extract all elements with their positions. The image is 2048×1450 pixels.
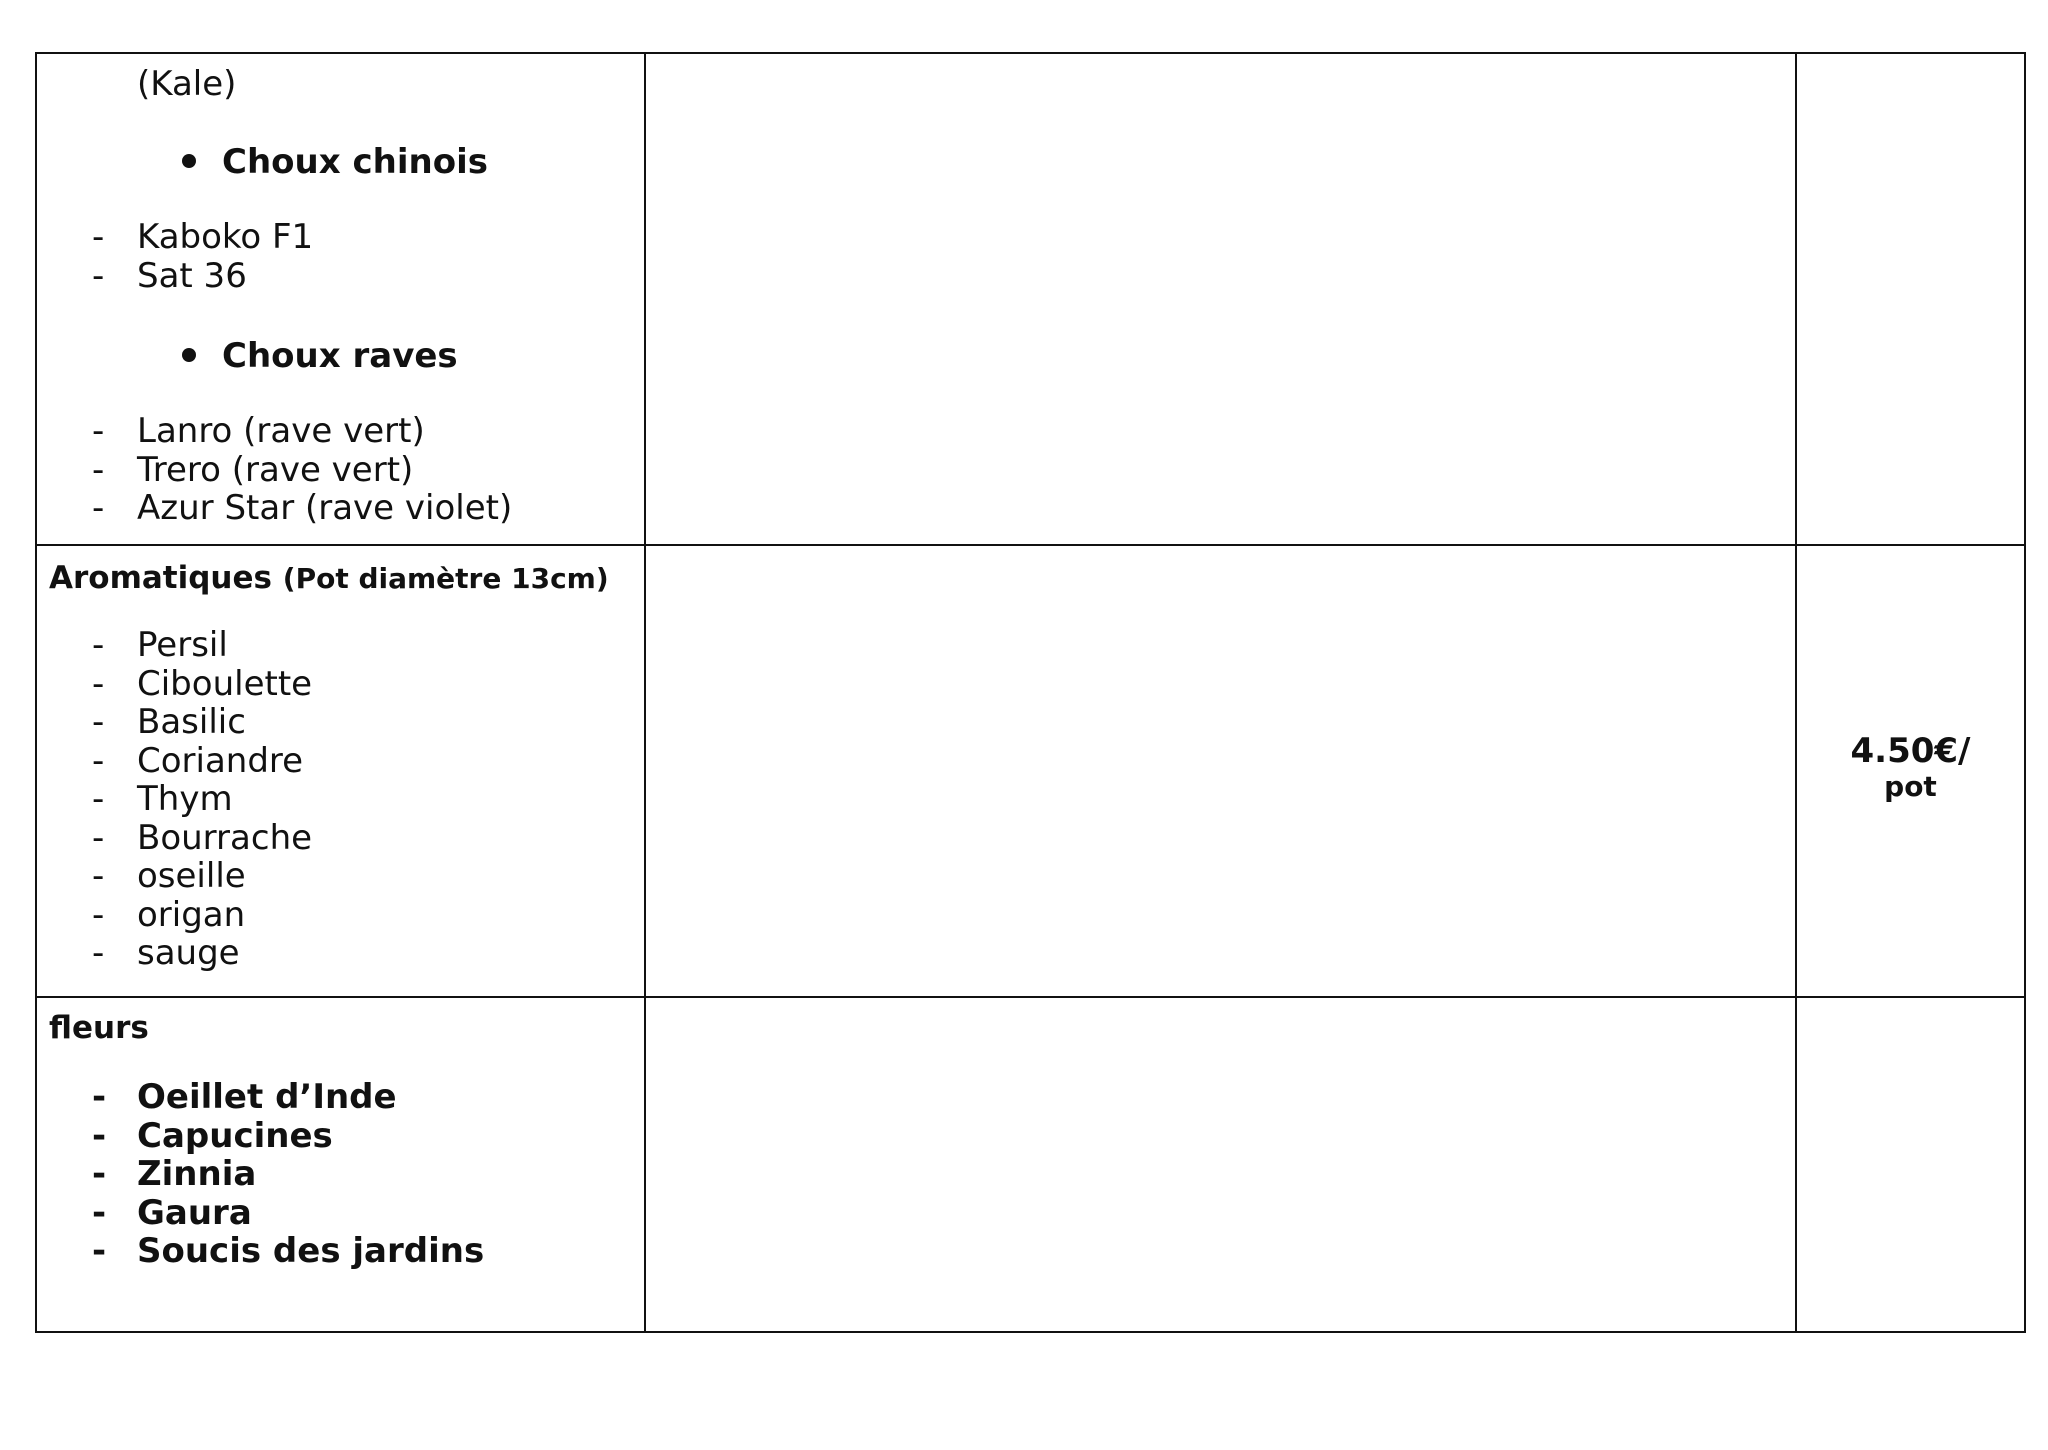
- dash-marker: -: [92, 1115, 107, 1156]
- dash-marker: -: [92, 1077, 107, 1117]
- dash-marker: -: [92, 488, 105, 528]
- price-label: [1797, 732, 2024, 804]
- dash-marker: -: [92, 933, 105, 973]
- dash-marker: -: [92, 856, 105, 896]
- price-cell: [1796, 53, 2025, 545]
- section-heading-aromatiques: [49, 560, 609, 596]
- description-cell: [645, 545, 1796, 997]
- description-cell: [645, 997, 1796, 1332]
- price-cell: [1796, 997, 2025, 1332]
- dash-marker: -: [92, 894, 105, 935]
- group-heading-choux-chinois: [182, 142, 488, 182]
- dash-marker: -: [92, 217, 105, 257]
- dash-marker: -: [92, 1231, 107, 1271]
- dash-marker: -: [92, 663, 105, 704]
- dash-marker: -: [92, 702, 105, 742]
- dash-marker: -: [92, 411, 105, 451]
- description-cell: [645, 53, 1796, 545]
- dash-marker: -: [92, 1154, 107, 1194]
- product-cell-fleurs: fleurs - Oeillet d’Inde - Capucines - Zinnia - Gaura - Soucis des jardins: [36, 997, 645, 1332]
- product-cell-choux: (Kale) Choux chinois - Kaboko F1 - Sat 36 Choux raves - Lanro (rave vert) - Trero (rave vert) - Azur Star (rave violet): [36, 53, 645, 545]
- dash-marker: -: [92, 1192, 107, 1233]
- bullet-icon: [182, 154, 196, 168]
- group-heading-label: Choux raves: [222, 336, 458, 376]
- dash-marker: -: [92, 625, 105, 665]
- kale-continuation: (Kale): [137, 64, 237, 104]
- dash-marker: -: [92, 779, 105, 819]
- dash-marker: -: [92, 449, 105, 490]
- group-heading-choux-raves: [182, 336, 458, 376]
- product-cell-aromatiques: Aromatiques (Pot diamètre 13cm) - Persil - Ciboulette - Basilic - Coriandre - Thym - Bourrache - oseille - origan - sauge: [36, 545, 645, 997]
- bullet-icon: [182, 348, 196, 362]
- section-title-detail: (Pot diamètre 13cm): [282, 562, 609, 595]
- table-row: [36, 545, 2025, 997]
- section-heading-fleurs: fleurs: [49, 1010, 149, 1046]
- product-table: [35, 52, 2026, 1333]
- dash-marker: -: [92, 740, 105, 781]
- price-amount: 4.50€/: [1850, 731, 1971, 771]
- dash-marker: -: [92, 255, 105, 296]
- price-unit: pot: [1884, 770, 1937, 803]
- section-title: Aromatiques: [49, 560, 272, 596]
- table-row: [36, 997, 2025, 1332]
- table-row: [36, 53, 2025, 545]
- price-cell: [1796, 545, 2025, 997]
- dash-marker: -: [92, 817, 105, 858]
- group-heading-label: Choux chinois: [222, 142, 488, 182]
